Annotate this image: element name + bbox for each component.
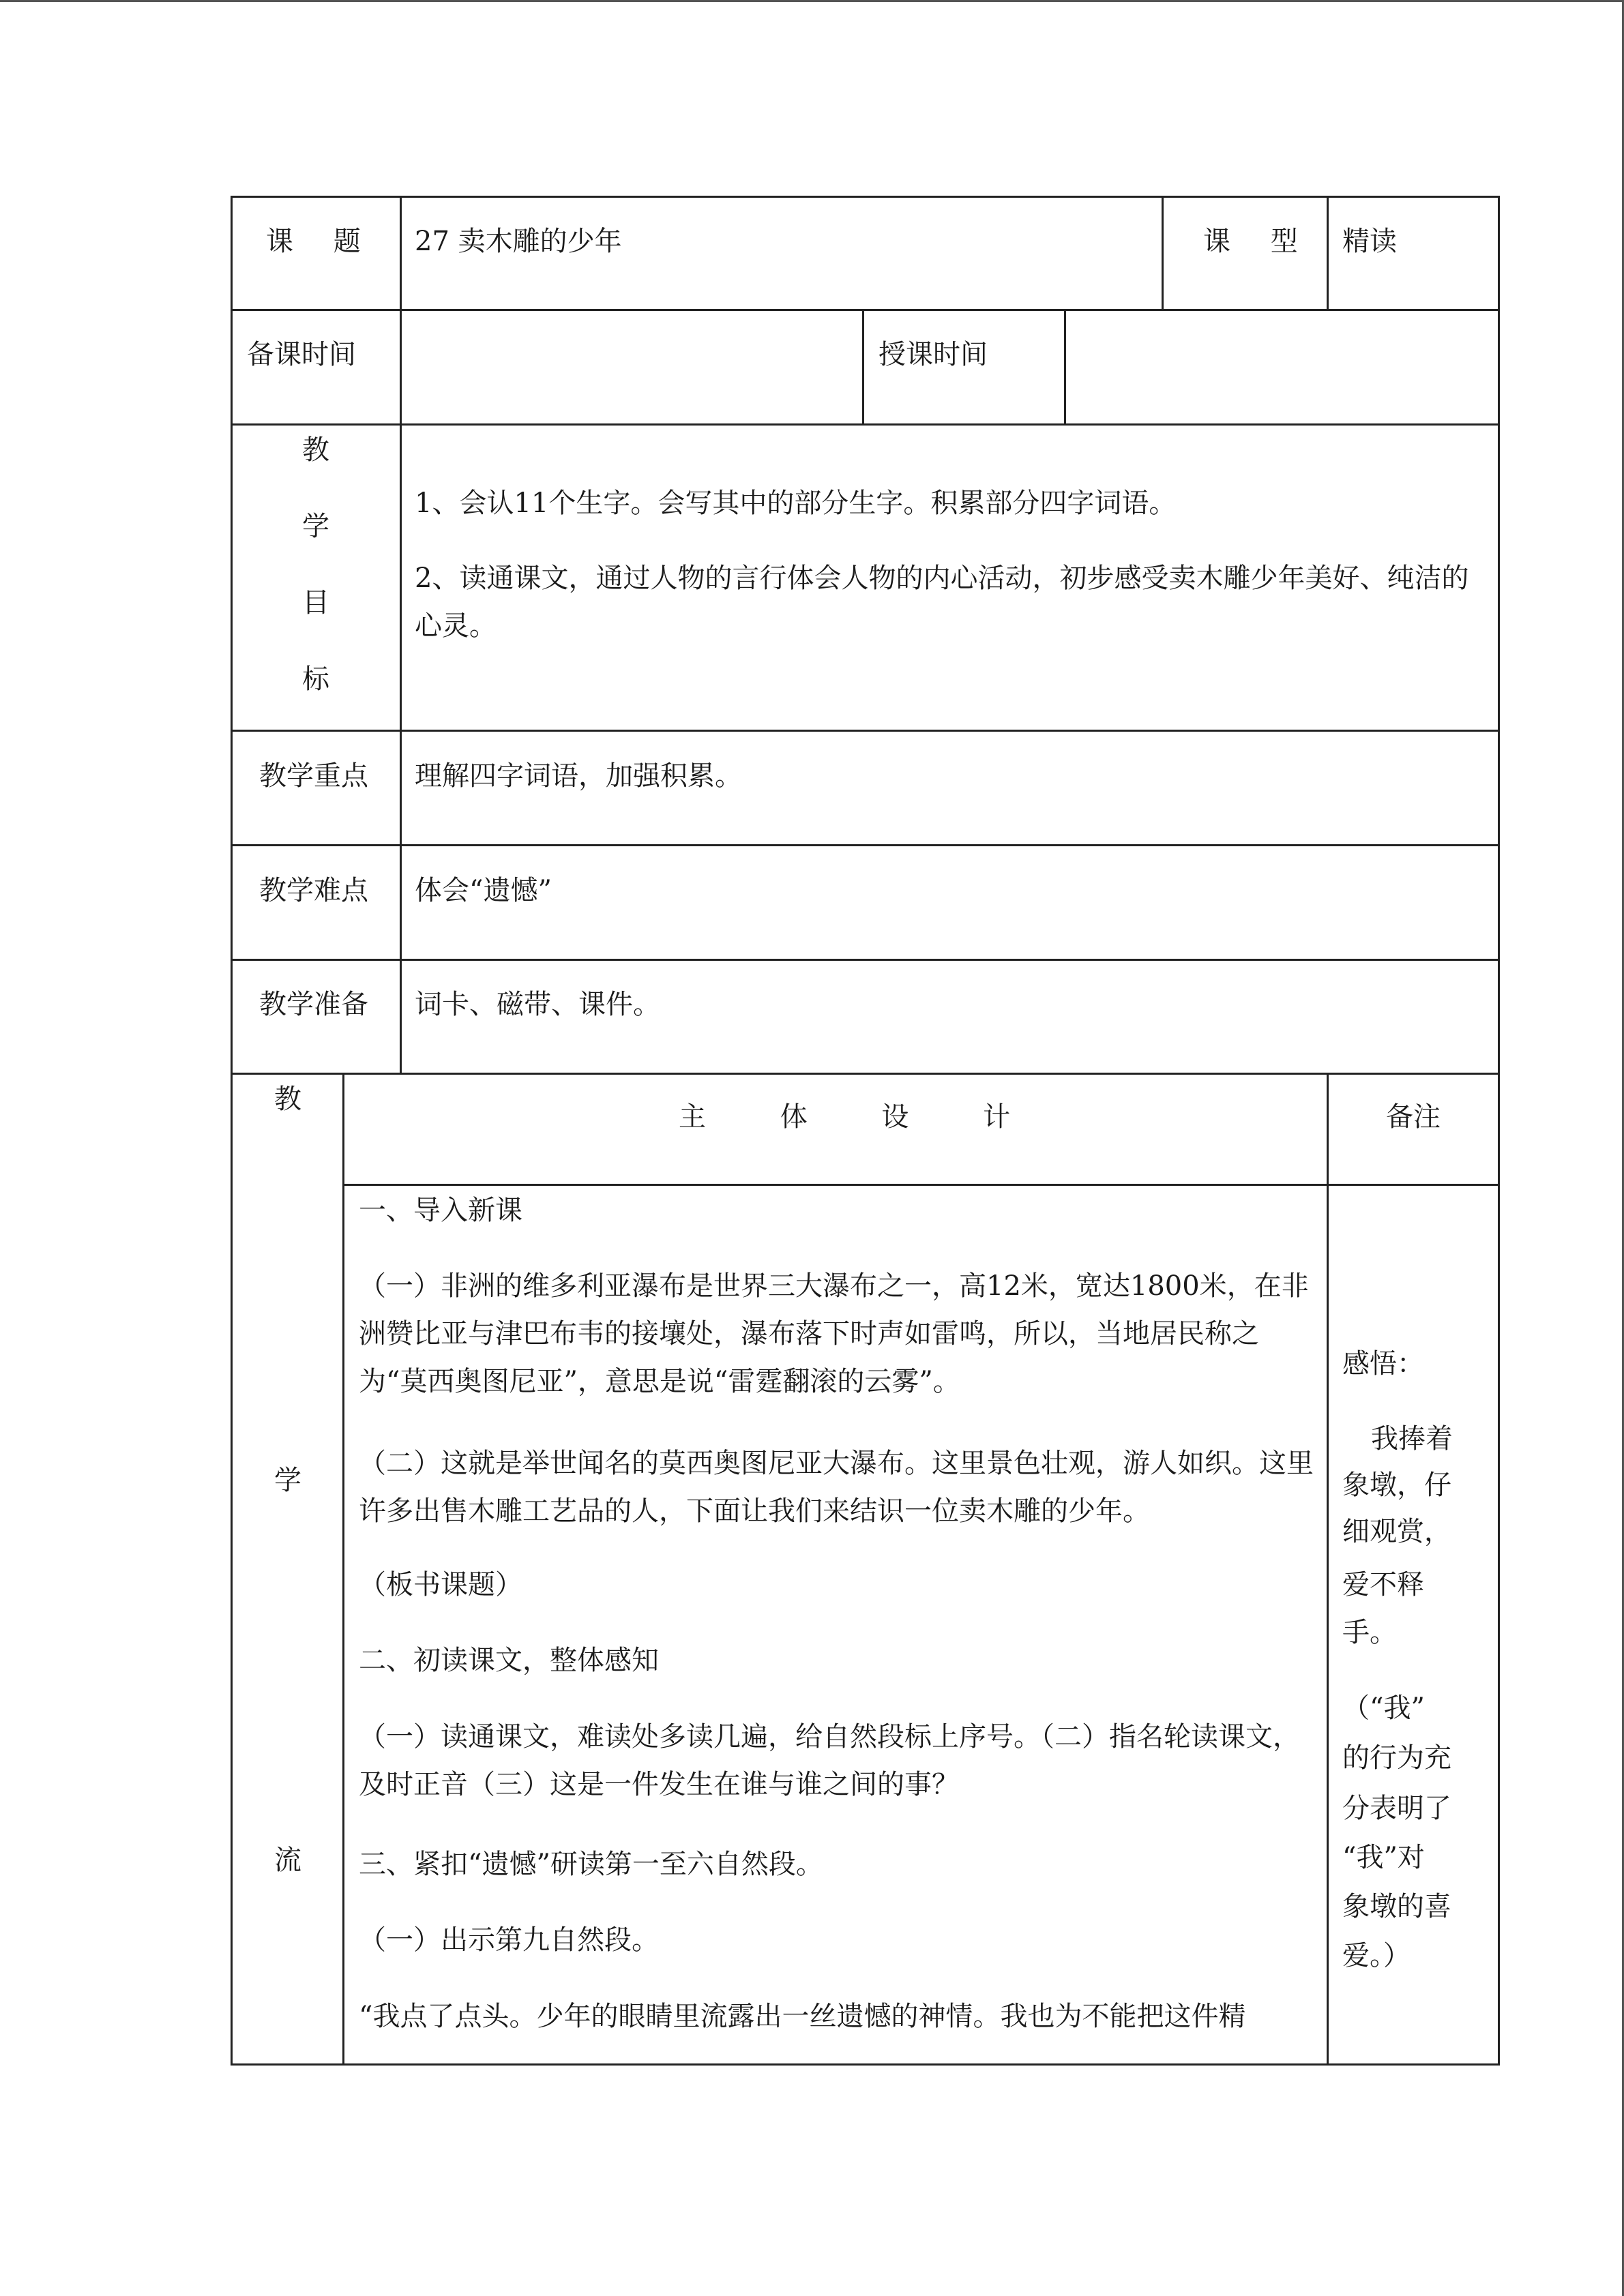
process-paragraph: （二）这就是举世闻名的莫西奥图尼亚大瀑布。这里景色壮观，游人如织。这里许多出售木雕工艺品的人，下面让我们来结识一位卖木雕的少年。 bbox=[359, 1448, 1314, 1527]
rule bbox=[1327, 1073, 1329, 2066]
notes-line: 分表明了 bbox=[1342, 1793, 1451, 1824]
rule bbox=[231, 309, 1500, 311]
process-label-char: 流 bbox=[274, 1845, 301, 1876]
notes-line: 的行为充 bbox=[1342, 1742, 1451, 1774]
rule-right bbox=[1498, 196, 1500, 2066]
rule bbox=[862, 309, 864, 426]
difficulty-label: 教学难点 bbox=[259, 875, 368, 906]
process-label-char: 教 bbox=[274, 1084, 301, 1115]
notes-line: 象墩，仔 bbox=[1342, 1470, 1451, 1501]
notes-line: 我捧着 bbox=[1371, 1423, 1453, 1455]
rule bbox=[231, 959, 1500, 961]
process-paragraph: 三、紧扣“遗憾”研读第一至六自然段。 bbox=[359, 1849, 823, 1880]
objective-item: 1、会认11个生字。会写其中的部分生字。积累部分四字词语。 bbox=[415, 488, 1177, 519]
notes-line: 爱不释 bbox=[1342, 1569, 1424, 1600]
rule-bottom bbox=[231, 2063, 1500, 2066]
rule bbox=[231, 844, 1500, 846]
rule bbox=[1162, 196, 1164, 311]
rule bbox=[1327, 196, 1329, 311]
rule bbox=[1064, 309, 1066, 426]
process-paragraph: （一）读通课文，难读处多读几遍，给自然段标上序号。（二）指名轮读课文，及时正音（三）这是一件发生在谁与谁之间的事？ bbox=[359, 1721, 1300, 1800]
objectives-label-char: 标 bbox=[302, 664, 329, 695]
objective-item: 2、读通课文，通过人物的言行体会人物的内心活动，初步感受卖木雕少年美好、纯洁的心灵。 bbox=[415, 563, 1469, 642]
notes-header: 备注 bbox=[1386, 1101, 1441, 1133]
rule bbox=[231, 1073, 1500, 1075]
prep-time-label: 备课时间 bbox=[247, 339, 356, 370]
preparation-value: 词卡、磁带、课件。 bbox=[415, 989, 660, 1020]
topic-label: 课 题 bbox=[266, 226, 361, 257]
rule bbox=[231, 730, 1500, 732]
process-label-char: 学 bbox=[274, 1465, 301, 1496]
notes-line: “我”对 bbox=[1342, 1842, 1425, 1873]
notes-line: 手。 bbox=[1342, 1617, 1397, 1648]
rule bbox=[400, 196, 402, 1075]
objectives-label-char: 目 bbox=[302, 587, 329, 618]
page-top-edge bbox=[0, 0, 1624, 2]
rule bbox=[342, 1073, 344, 2066]
rule-left bbox=[231, 196, 233, 2066]
notes-line: （“我” bbox=[1342, 1693, 1425, 1724]
teach-time-label: 授课时间 bbox=[879, 339, 988, 370]
difficulty-value: 体会“遗憾” bbox=[415, 875, 552, 906]
notes-line: 象墩的喜 bbox=[1342, 1891, 1451, 1922]
process-paragraph: 一、导入新课 bbox=[359, 1195, 522, 1226]
objectives-label-char: 学 bbox=[302, 511, 329, 542]
type-value: 精读 bbox=[1342, 226, 1397, 257]
process-paragraph: （一）出示第九自然段。 bbox=[359, 1924, 659, 1956]
key-point-label: 教学重点 bbox=[259, 760, 368, 792]
process-paragraph: （板书课题） bbox=[359, 1569, 522, 1600]
preparation-label: 教学准备 bbox=[259, 989, 368, 1020]
rule bbox=[231, 423, 1500, 426]
topic-value: 27 卖木雕的少年 bbox=[415, 226, 622, 257]
notes-line: 细观赏， bbox=[1342, 1516, 1451, 1547]
rule-top bbox=[231, 196, 1500, 198]
key-point-value: 理解四字词语，加强积累。 bbox=[415, 760, 742, 792]
notes-line: 爱。） bbox=[1342, 1940, 1411, 1971]
objectives-label-char: 教 bbox=[302, 434, 329, 466]
process-paragraph: （一）非洲的维多利亚瀑布是世界三大瀑布之一，高12米，宽达1800米，在非洲赞比亚与津巴布韦的接壤处，瀑布落下时声如雷鸣，所以，当地居民称之为“莫西奥图尼亚”，意思是说“雷霆翻滚的云雾”。 bbox=[359, 1270, 1309, 1397]
type-label: 课 型 bbox=[1203, 226, 1298, 257]
main-design-header: 主 体 设 计 bbox=[679, 1101, 1011, 1133]
process-paragraph: “我点了点头。少年的眼睛里流露出一丝遗憾的神情。我也为不能把这件精 bbox=[359, 2001, 1246, 2032]
notes-title: 感悟： bbox=[1342, 1348, 1424, 1380]
process-paragraph: 二、初读课文，整体感知 bbox=[359, 1645, 659, 1676]
